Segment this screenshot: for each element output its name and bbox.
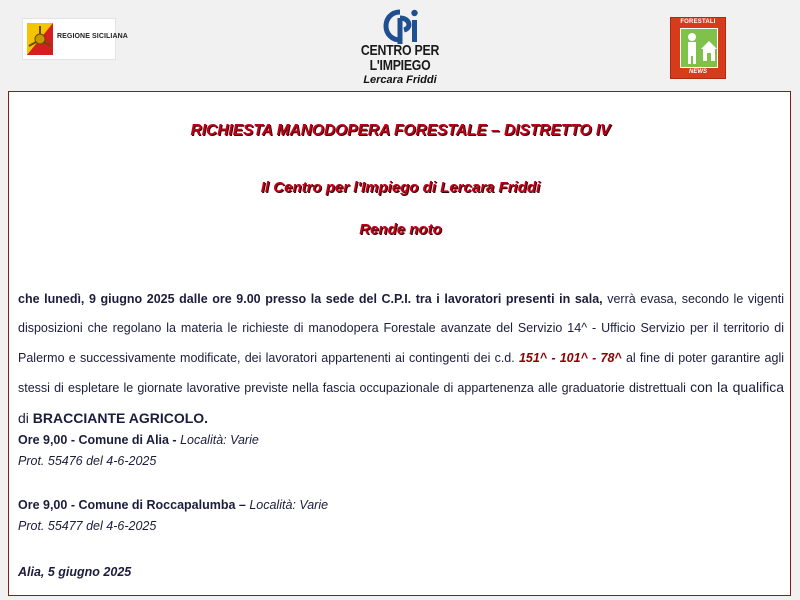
entry-location: Località: Varie — [180, 433, 259, 447]
cpi-icon — [378, 6, 422, 46]
forestali-news-logo — [670, 17, 726, 79]
trinacria-icon — [27, 23, 53, 55]
entry-location: Località: Varie — [249, 498, 329, 512]
schedule-entry-roccapalumba — [18, 495, 328, 515]
document-title: RICHIESTA MANODOPERA FORESTALE – DISTRETTO IV — [190, 122, 611, 139]
cpi-logo-subtitle: Lercara Friddi — [363, 74, 437, 86]
announcement-heading: Rende noto — [359, 221, 442, 238]
document-subtitle: Il Centro per l'Impiego di Lercara Friddi — [260, 179, 541, 196]
entry-protocol: Prot. 55477 del 4-6-2025 — [18, 519, 157, 533]
paragraph-text-1: verrà evasa, secondo le vigenti disposizioni che regolano la materia le richieste di manodopera Forestale avanzate del Servizio 14^ - Ufficio Servizio per il territorio di Palermo e successivamente modificate, dei lavoratori appartenenti ai contingenti dei c.d. — [18, 292, 784, 365]
entry-protocol: Prot. 55476 del 4-6-2025 — [18, 454, 157, 468]
cpi-logo-line1: CENTRO PER — [360, 42, 440, 59]
paragraph-text-2: al fine di poter garantire agli stessi di espletare le giornate lavorative previste nella fascia occupazionale di appartenenza alle graduatorie distrettuali — [18, 350, 784, 396]
forestali-panel — [680, 28, 718, 68]
forester-icon — [681, 29, 717, 67]
paragraph-lead: che lunedì, 9 giugno 2025 dalle ore 9.00 presso la sede del C.P.I. tra i lavoratori presenti in sala, — [18, 292, 603, 306]
signature-date: Alia, 5 giugno 2025 — [18, 565, 132, 579]
announcement-frame — [8, 91, 791, 596]
schedule-entry-alia — [18, 430, 259, 450]
cpi-logo-line2: L'IMPIEGO — [369, 57, 431, 74]
centro-impiego-logo — [330, 6, 470, 86]
entry-heading: Ore 9,00 - Comune di Alia - — [18, 433, 181, 447]
entry-heading: Ore 9,00 - Comune di Roccapalumba – — [18, 498, 250, 512]
forestali-logo-top: FORESTALI — [680, 19, 716, 25]
forestali-logo-bottom: NEWS — [689, 69, 707, 75]
contingents: 151^ - 101^ - 78^ — [518, 350, 622, 365]
regione-siciliana-logo — [22, 18, 128, 60]
qualifica: BRACCIANTE AGRICOLO. — [32, 409, 209, 426]
region-name: REGIONE SICILIANA — [57, 33, 128, 40]
qualifica-prefix: con la qualifica di — [18, 379, 784, 426]
announcement-paragraph — [18, 285, 784, 434]
page-header — [0, 0, 800, 92]
